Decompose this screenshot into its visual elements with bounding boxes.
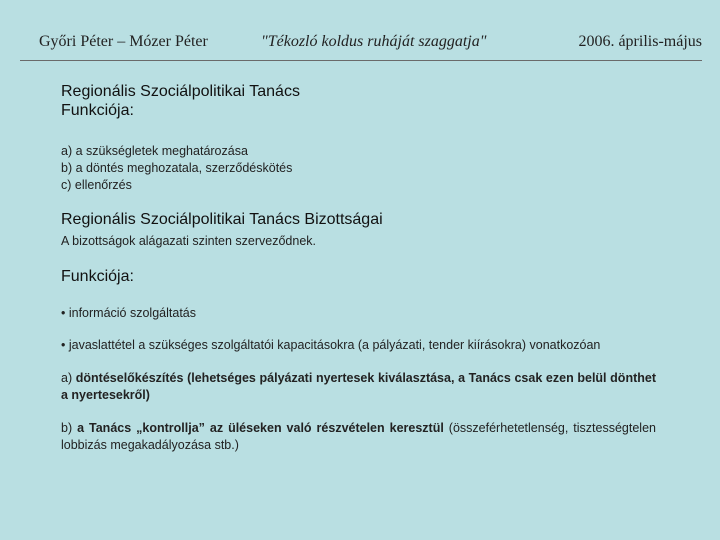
section2-heading: Regionális Szociálpolitikai Tanács Bizottságai	[61, 211, 383, 228]
header-authors: Győri Péter – Mózer Péter	[39, 33, 208, 50]
header-quote: "Tékozló koldus ruháját szaggatja"	[261, 33, 487, 50]
bullet-information: • információ szolgáltatás	[61, 306, 196, 320]
section1-list	[61, 143, 656, 194]
section1-heading-line1: Regionális Szociálpolitikai Tanács	[61, 83, 300, 100]
paragraph-a-prefix: a)	[61, 371, 76, 385]
list-item: c) ellenőrzés	[61, 178, 132, 192]
paragraph-b-bold: a Tanács „kontrollja” az üléseken való részvételen keresztül	[77, 421, 444, 435]
header-date: 2006. április-május	[578, 33, 702, 50]
slide-header	[20, 30, 702, 56]
header-divider	[20, 60, 702, 61]
section1-heading-line2: Funkciója:	[61, 102, 134, 119]
bullet-proposal: • javaslattétel a szükséges szolgáltatói kapacitásokra (a pályázati, tender kiírásokra) vonatkozóan	[61, 338, 601, 352]
section3-heading: Funkciója:	[61, 268, 134, 285]
list-item: b) a döntés meghozatala, szerződéskötés	[61, 161, 293, 175]
paragraph-b-rest: (összeférhetetlenség, tisztességtelen lobbizás megakadályozása stb.)	[61, 421, 656, 452]
paragraph-a-bold: döntéselőkészítés (lehetséges pályázati nyertesek kiválasztása, a Tanács csak ezen belül dönthet a nyertesekről)	[61, 371, 656, 402]
paragraph-b-prefix: b)	[61, 421, 78, 435]
paragraph-b	[61, 420, 656, 454]
list-item: a) a szükségletek meghatározása	[61, 144, 248, 158]
slide-content	[61, 82, 656, 454]
section2-text: A bizottságok alágazati szinten szerveződnek.	[61, 234, 317, 248]
paragraph-a	[61, 370, 656, 404]
section1-heading	[61, 82, 656, 120]
